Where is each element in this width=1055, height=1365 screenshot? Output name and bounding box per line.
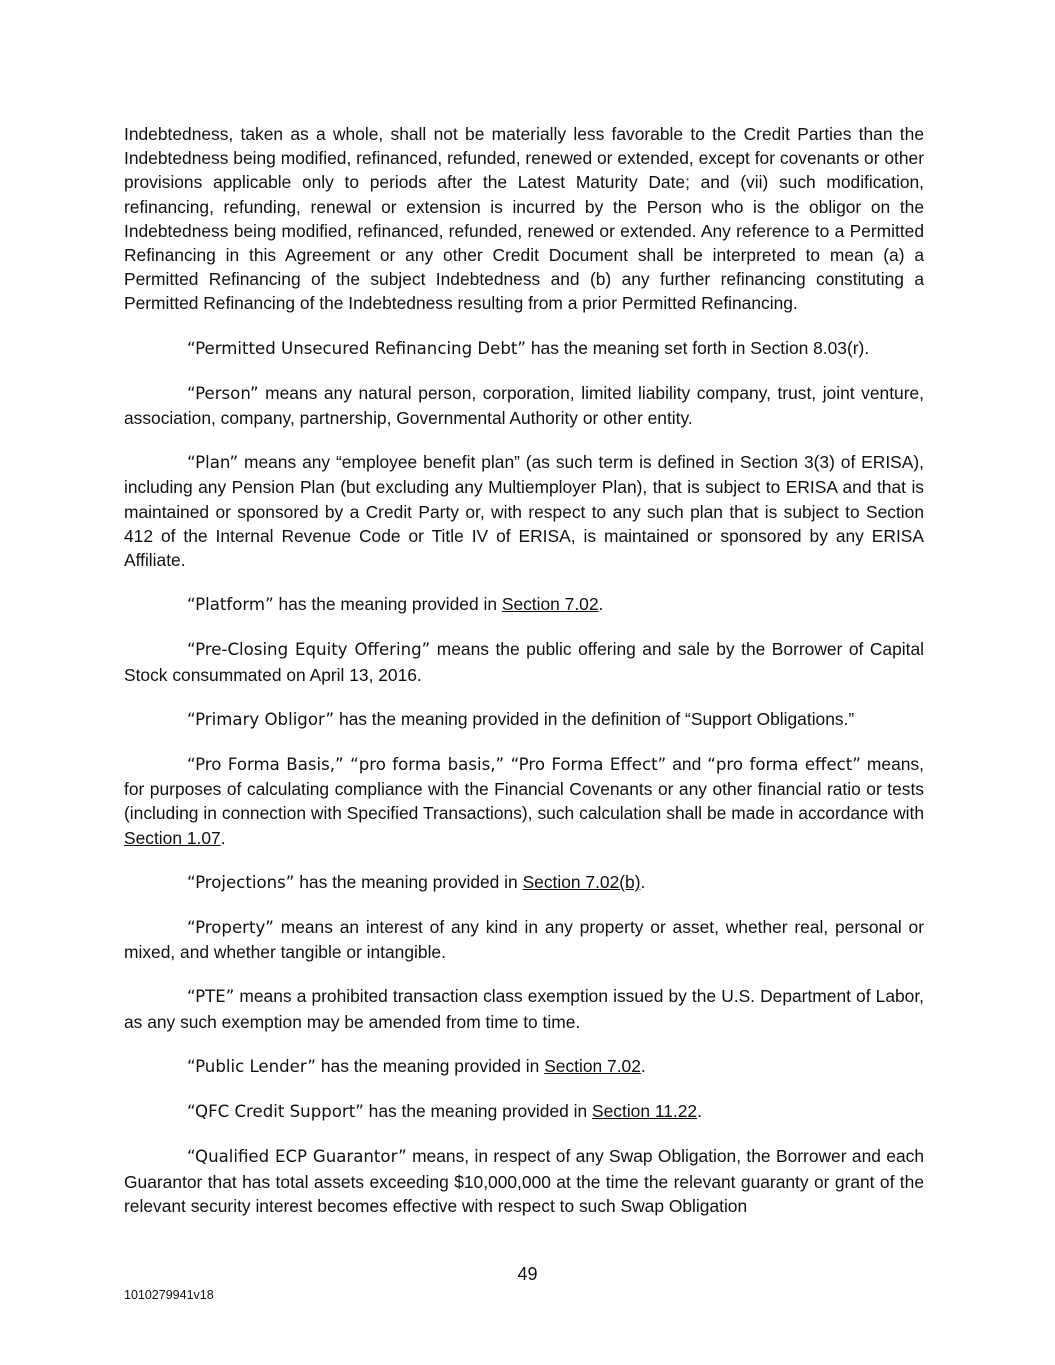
definition-text: has the meaning set forth in Section 8.03(r).: [526, 337, 870, 358]
section-reference: Section 11.22: [592, 1101, 698, 1122]
definition-person: [124, 381, 924, 430]
defined-term: “Plan”: [187, 453, 239, 473]
section-reference: Section 7.02: [501, 594, 599, 615]
definition-text: means, for purposes of calculating compliance with the Financial Covenants or any other financial ratio or tests (including in connection with Specified Transactions), such calculation shall be made in accordance with: [124, 754, 924, 824]
page-number: 49: [517, 1264, 538, 1284]
section-reference: Section 1.07: [124, 827, 221, 848]
defined-term-secondary: “pro forma effect”: [707, 755, 861, 775]
paragraph-text: Indebtedness, taken as a whole, shall not be materially less favorable to the Credit Parties than the Indebtedness being modified, refinanced, refunded, renewed or extended, except for covenants or other provisions applicable only to periods after the Latest Maturity Date; and (vii) such modification, refinancing, refunding, renewal or extension is incurred by the Person who is the obligor on the Indebtedness being modified, refinanced, refunded, renewed or extended. Any reference to a Permitted Refinancing in this Agreement or any other Credit Document shall be interpreted to mean (a) a Permitted Refinancing of the subject Indebtedness and (b) any further refinancing constituting a Permitted Refinancing of the Indebtedness resulting from a prior Permitted Refinancing.: [124, 124, 924, 314]
defined-term: “QFC Credit Support”: [187, 1102, 364, 1122]
definition-punctuation: .: [220, 827, 226, 848]
document-id: 1010279941v18: [124, 1288, 214, 1302]
definition-text: has the meaning provided in: [273, 594, 502, 615]
section-reference: Section 7.02(b): [522, 871, 641, 892]
definition-pro-forma-basis: [124, 752, 924, 850]
definition-text: means a prohibited transaction class exemption issued by the U.S. Department of Labor, as any such exemption may be amended from time to time.: [124, 986, 924, 1032]
definition-text: has the meaning provided in: [363, 1101, 593, 1122]
definition-qualified-ecp-guarantor: [124, 1144, 924, 1218]
definition-public-lender: [124, 1054, 924, 1079]
defined-term: “PTE”: [187, 987, 235, 1007]
document-body: [124, 122, 924, 1238]
definition-text: means any natural person, corporation, limited liability company, trust, joint venture, association, company, partnership, Governmental Authority or other entity.: [124, 382, 924, 429]
definition-property: [124, 915, 924, 964]
definition-qfc-credit-support: [124, 1099, 924, 1124]
definition-projections: [124, 870, 924, 895]
defined-term: “Qualified ECP Guarantor”: [187, 1147, 407, 1167]
defined-term: “Person”: [187, 383, 259, 403]
definition-punctuation: .: [640, 1055, 646, 1076]
definition-text: means, in respect of any Swap Obligation, the Borrower and each Guarantor that has total assets exceeding $10,000,000 at the time the relevant guaranty or grant of the relevant security interest becomes effective with respect to such Swap Obligation: [124, 1146, 924, 1216]
definition-text: has the meaning provided in: [294, 871, 523, 892]
defined-term: “Pro Forma Basis,” “pro forma basis,” “Pro Forma Effect”: [187, 755, 667, 775]
paragraph-permitted-refinancing-continued: [124, 122, 924, 316]
definition-text: means an interest of any kind in any property or asset, whether real, personal or mixed, and whether tangible or intangible.: [124, 917, 924, 963]
defined-term: “Permitted Unsecured Refinancing Debt”: [187, 338, 527, 358]
defined-term: “Primary Obligor”: [187, 709, 335, 729]
defined-term: “Pre-Closing Equity Offering”: [187, 640, 431, 660]
definition-plan: [124, 450, 924, 572]
definition-punctuation: .: [598, 594, 604, 615]
defined-term: “Public Lender”: [187, 1056, 317, 1076]
definition-primary-obligor: [124, 707, 924, 732]
definition-text: has the meaning provided in the definition of “Support Obligations.”: [334, 708, 855, 729]
definition-text: has the meaning provided in: [316, 1055, 545, 1076]
definition-text: means any “employee benefit plan” (as such term is defined in Section 3(3) of ERISA), including any Pension Plan (but excluding any Multiemployer Plan), that is subject to ERISA and that is maintained or sponsored by a Credit Party or, with respect to any such plan that is subject to Section 412 of the Internal Revenue Code or Title IV of ERISA, is maintained or sponsored by any ERISA Affiliate.: [124, 452, 924, 571]
section-reference: Section 7.02: [544, 1055, 641, 1076]
definition-punctuation: .: [640, 871, 646, 892]
definition-platform: [124, 592, 924, 617]
definition-permitted-unsecured-refinancing-debt: [124, 336, 924, 361]
definition-pte: [124, 984, 924, 1033]
defined-term: “Property”: [187, 918, 274, 938]
definition-connector: and: [666, 754, 708, 775]
definition-pre-closing-equity-offering: [124, 637, 924, 686]
defined-term: “Projections”: [187, 872, 295, 892]
definition-text: means the public offering and sale by the Borrower of Capital Stock consummated on April 13, 2016.: [124, 639, 924, 685]
defined-term: “Platform”: [187, 595, 274, 615]
definition-punctuation: .: [697, 1101, 702, 1122]
